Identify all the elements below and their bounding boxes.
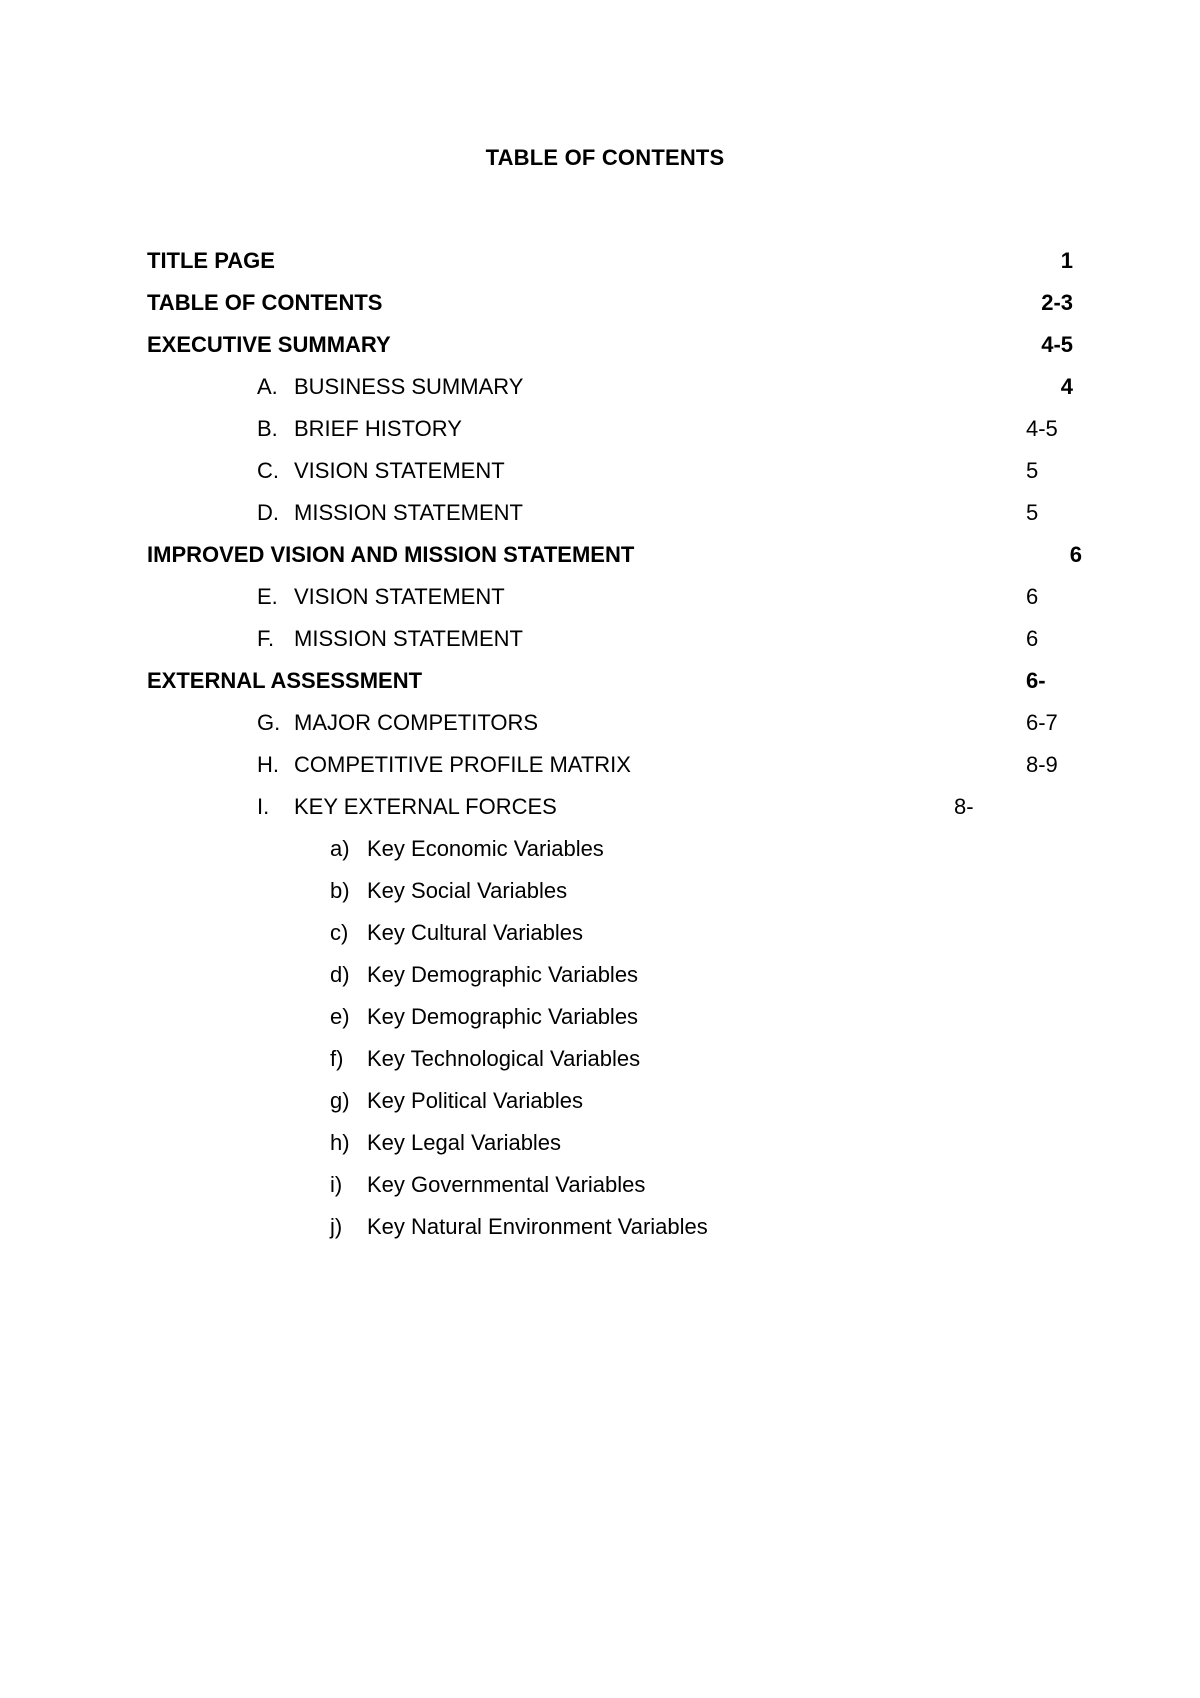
toc-marker: F.	[257, 626, 275, 651]
toc-subentry-mission-statement	[257, 498, 523, 528]
toc-label: VISION STATEMENT	[294, 458, 505, 483]
toc-marker: j)	[330, 1214, 343, 1239]
toc-subentry-key-external-forces	[257, 792, 557, 822]
toc-label: COMPETITIVE PROFILE MATRIX	[294, 752, 631, 777]
toc-label: Key Political Variables	[367, 1088, 584, 1113]
toc-label: MISSION STATEMENT	[294, 626, 523, 651]
toc-subsub-key-economic-variables	[330, 834, 604, 864]
toc-marker: f)	[330, 1046, 344, 1071]
page-title: TABLE OF CONTENTS	[485, 145, 725, 170]
toc-page-improved-vision-mission: 6	[1069, 542, 1082, 567]
toc-page-external-assessment: 6-	[1026, 668, 1046, 693]
toc-subsub-key-legal-variables	[330, 1128, 561, 1158]
toc-entry-improved-vision-mission: IMPROVED VISION AND MISSION STATEMENT	[147, 542, 635, 567]
toc-marker: H.	[257, 752, 279, 777]
toc-subsub-key-political-variables	[330, 1086, 583, 1116]
toc-marker: C.	[257, 458, 279, 483]
toc-marker: h)	[330, 1130, 350, 1155]
toc-entry-table-of-contents: TABLE OF CONTENTS	[147, 290, 383, 315]
toc-entry-external-assessment: EXTERNAL ASSESSMENT	[147, 668, 423, 693]
toc-subsub-key-technological-variables	[330, 1044, 640, 1074]
toc-marker: B.	[257, 416, 278, 441]
toc-subentry-business-summary	[257, 372, 523, 402]
toc-subentry-vision-statement-improved	[257, 582, 505, 612]
toc-label: Key Technological Variables	[367, 1046, 641, 1071]
toc-page-mission-statement: 5	[1026, 500, 1039, 525]
toc-label: BUSINESS SUMMARY	[294, 374, 524, 399]
toc-label: Key Legal Variables	[367, 1130, 562, 1155]
toc-label: Key Demographic Variables	[367, 1004, 639, 1029]
toc-subsub-key-governmental-variables	[330, 1170, 645, 1200]
toc-label: Key Economic Variables	[367, 836, 604, 861]
toc-label: BRIEF HISTORY	[294, 416, 462, 441]
toc-page-competitive-profile-matrix: 8-9	[1026, 752, 1058, 777]
toc-marker: c)	[330, 920, 349, 945]
toc-page-major-competitors: 6-7	[1026, 710, 1058, 735]
toc-marker: a)	[330, 836, 350, 861]
toc-marker: d)	[330, 962, 350, 987]
toc-page-brief-history: 4-5	[1026, 416, 1058, 441]
toc-label: Key Demographic Variables	[367, 962, 639, 987]
toc-label: MAJOR COMPETITORS	[294, 710, 539, 735]
toc-page-key-external-forces: 8-	[954, 794, 974, 819]
toc-label: VISION STATEMENT	[294, 584, 505, 609]
toc-subsub-key-demographic-variables-d	[330, 960, 638, 990]
toc-subentry-mission-statement-improved	[257, 624, 523, 654]
toc-subsub-key-social-variables	[330, 876, 567, 906]
toc-marker: i)	[330, 1172, 343, 1197]
toc-subentry-competitive-profile-matrix	[257, 750, 631, 780]
toc-subentry-vision-statement	[257, 456, 505, 486]
toc-marker: D.	[257, 500, 279, 525]
toc-marker: E.	[257, 584, 278, 609]
toc-page-mission-statement-improved: 6	[1026, 626, 1039, 651]
toc-label: MISSION STATEMENT	[294, 500, 523, 525]
toc-page-vision-statement: 5	[1026, 458, 1039, 483]
toc-entry-executive-summary: EXECUTIVE SUMMARY	[147, 332, 391, 357]
toc-marker: e)	[330, 1004, 350, 1029]
toc-page-title-page: 1	[1060, 248, 1073, 273]
toc-label: Key Governmental Variables	[367, 1172, 646, 1197]
toc-entry-title-page: TITLE PAGE	[147, 248, 275, 273]
toc-label: Key Natural Environment Variables	[367, 1214, 708, 1239]
toc-page-executive-summary: 4-5	[1041, 332, 1073, 357]
toc-page-vision-statement-improved: 6	[1026, 584, 1039, 609]
toc-page-business-summary: 4	[1060, 374, 1073, 399]
toc-label: KEY EXTERNAL FORCES	[294, 794, 557, 819]
toc-subsub-key-cultural-variables	[330, 918, 583, 948]
toc-page-table-of-contents: 2-3	[1041, 290, 1073, 315]
toc-marker: A.	[257, 374, 278, 399]
toc-marker: I.	[257, 794, 270, 819]
toc-subentry-major-competitors	[257, 708, 538, 738]
toc-subsub-key-natural-environment-variables	[330, 1212, 708, 1242]
toc-marker: b)	[330, 878, 350, 903]
toc-marker: G.	[257, 710, 281, 735]
toc-marker: g)	[330, 1088, 350, 1113]
toc-label: Key Social Variables	[367, 878, 568, 903]
toc-subsub-key-demographic-variables-e	[330, 1002, 638, 1032]
toc-label: Key Cultural Variables	[367, 920, 584, 945]
toc-subentry-brief-history	[257, 414, 462, 444]
